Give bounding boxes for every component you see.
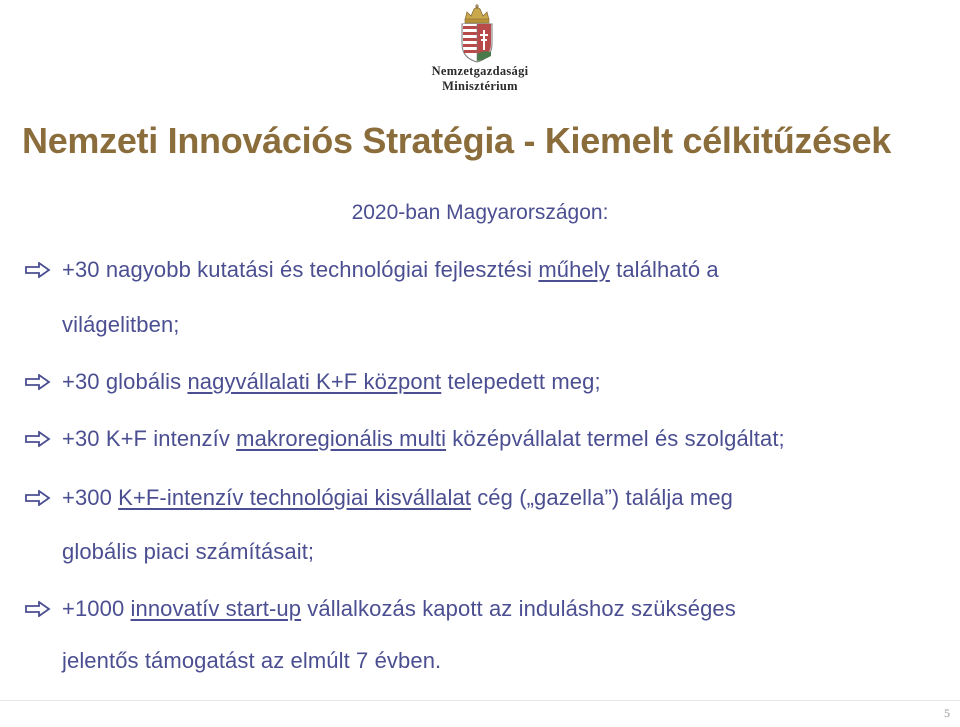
bullet-text: +300 [62, 485, 119, 510]
bullet-text: +30 globális [62, 369, 188, 394]
bullet-text: középvállalat termel és szolgáltat; [446, 426, 785, 451]
ministry-name-line2: Minisztérium [442, 79, 518, 93]
bullet-4-line-1 [62, 485, 733, 511]
page-number: 5 [944, 706, 950, 720]
bullet-text: +30 K+F intenzív [62, 426, 237, 451]
bullet-highlight: műhely [538, 257, 610, 282]
bullet-text: vállalkozás kapott az induláshoz szükséges [301, 596, 736, 621]
outline-right-arrow-icon [25, 490, 51, 506]
slide-title: Nemzeti Innovációs Stratégia - Kiemelt célkitűzések [22, 120, 892, 161]
bullet-text: +1000 [62, 596, 131, 621]
bullet-2-line-1 [62, 369, 601, 395]
outline-right-arrow-icon [25, 601, 51, 617]
bullet-highlight: makroregionális multi [236, 426, 447, 451]
bullet-1-line-1 [62, 257, 719, 283]
hungarian-coat-of-arms-icon [454, 4, 500, 64]
bullet-4-line-2: globális piaci számításait; [62, 539, 315, 564]
bullet-text: található a [609, 257, 719, 282]
bullet-highlight: nagyvállalati K+F központ [187, 369, 442, 394]
slide-subtitle: 2020-ban Magyarországon: [351, 201, 609, 224]
outline-right-arrow-icon [25, 374, 51, 390]
bullet-5-line-2: jelentős támogatást az elmúlt 7 évben. [62, 648, 442, 673]
bullet-5-line-1 [62, 596, 736, 622]
bullet-1-line-2: világelitben; [62, 312, 180, 337]
bullet-text: +30 nagyobb kutatási és technológiai fejlesztési [62, 257, 539, 282]
outline-right-arrow-icon [25, 262, 51, 278]
bullet-text: cég („gazella”) találja meg [471, 485, 734, 510]
footer-divider [0, 700, 960, 701]
ministry-logo [0, 0, 960, 100]
bullet-3-line-1 [62, 426, 785, 452]
ministry-name-line1: Nemzetgazdasági [431, 64, 529, 78]
outline-right-arrow-icon [25, 431, 51, 447]
bullet-highlight: K+F-intenzív technológiai kisvállalat [118, 485, 471, 510]
bullet-highlight: innovatív start-up [130, 596, 302, 621]
bullet-text: telepedett meg; [441, 369, 601, 394]
